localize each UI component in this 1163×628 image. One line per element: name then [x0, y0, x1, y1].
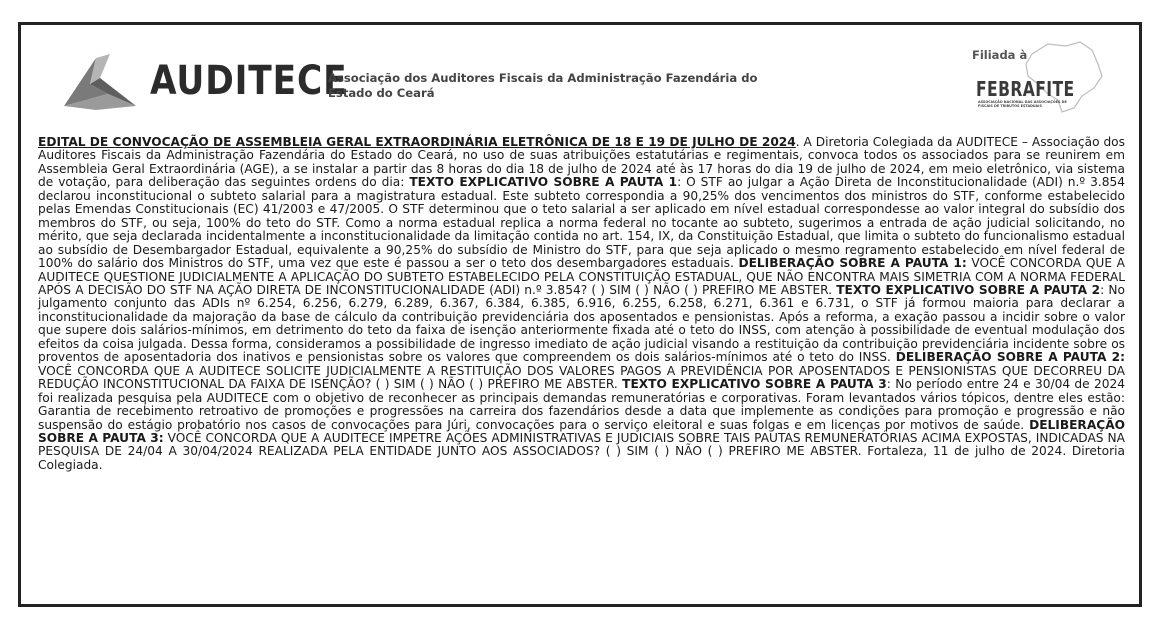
notice-title: EDITAL DE CONVOCAÇÃO DE ASSEMBLEIA GERAL EXTRAORDINÁRIA ELETRÔNICA DE 18 E 19 DE JULHO DE 2024	[38, 135, 796, 149]
deliberacao-2-text: VOCÊ CONCORDA QUE A AUDITECE SOLICITE JUDICIALMENTE A RESTITUIÇÃO DOS VALORES PAGOS A PREVIDÊNCIA POR APOSENTADOS E PENSIONISTAS QUE DECORREU DA REDUÇÃO INCONSTITUCIONAL DA FAIXA DE ISENÇÃO? ( ) SIM ( ) NÃO ( ) PREFIRO ME ABSTER.	[38, 363, 1125, 392]
pauta-2-text: : No julgamento conjunto das ADIs nº 6.254, 6.256, 6.279, 6.289, 6.367, 6.384, 6.385, 6.916, 6.255, 6.258, 6.271, 6.361 e 6.731, o STF já formou maioria para declarar a inconstitucionalidade da majoração da base de cálculo da contribuição previdenciária dos aposentados e pensionistas. Após a reforma, a exação passou a incidir sobre o valor que supere dois salários-mínimos, em detrimento do teto da faixa de isenção anteriormente fixada até o teto do INSS, com atenção à possibilidade de eventual modulação dos efeitos da coisa julgada. Dessa forma, consideramos a possibilidade de ingresso imediato de ação judicial visando a restituição da contribuição previdenciária incidente sobre os proventos de aposentadoria dos inativos e pensionistas sobre os valores que compreendem os dois salários-mínimos até o teto do INSS.	[38, 282, 1125, 365]
pauta-3-heading: TEXTO EXPLICATIVO SOBRE A PAUTA 3	[622, 377, 887, 392]
deliberacao-1-text: VOCÊ CONCORDA QUE A AUDITECE QUESTIONE JUDICIALMENTE A APLICAÇÃO DO SUBTETO ESTABELECIDO PELA CONSTITUIÇÃO ESTADUAL, QUE NÃO ENCONTRA MAIS SIMETRIA COM A NORMA FEDERAL APÓS A DECISÃO DO STF NA AÇÃO DIRETA DE INCONSTITUCIONALIDADE (ADI) n.º 3.854? ( ) SIM ( ) NÃO ( ) PREFIRO ME ABSTER.	[38, 256, 1125, 297]
auditece-logo-icon	[56, 44, 142, 114]
pauta-1-heading: TEXTO EXPLICATIVO SOBRE A PAUTA 1	[409, 175, 678, 190]
brand-name: AUDITECE	[150, 58, 348, 104]
notice-intro: . A Diretoria Colegiada da AUDITECE – Associação dos Auditores Fiscais da Administração Fazendária do Estado do Ceará, no uso de suas atribuições estatutárias e regimentais, convoca todos os associados para se reunirem em Assembleia Geral Extraordinária (AGE), a se instalar a partir das 8 horas do dia 18 de julho de 2024 até às 17 horas do dia 19 de julho de 2024, em meio eletrônico, via sistema de votação, para deliberação das seguintes ordens do dia:	[38, 135, 1125, 190]
affiliation-label: Filiada à	[972, 48, 1028, 62]
deliberacao-2-label: DELIBERAÇÃO SOBRE A PAUTA 2:	[895, 350, 1125, 365]
association-tagline: Associação dos Auditores Fiscais da Administração Fazendária do Estado do Ceará	[328, 71, 758, 100]
pauta-1-text: : O STF ao julgar a Ação Direta de Inconstitucionalidade (ADI) n.º 3.854 declarou inconstitucional o subteto salarial para a magistratura estadual. Este subteto correspondia a 90,25% dos vencimentos dos ministros do STF, conforme estabelecido pelas Emendas Constitucionais (EC) 41/2003 e 47/2005. O STF determinou que o teto salarial a ser aplicado em nível estadual correspondesse ao valor integral do subsídio dos membros do STF, ou seja, 100% do teto do STF. Como a norma estadual replica a norma federal no tocante ao subteto, sugerimos a entrada de ação judicial solicitando, no mérito, que seja declarada incidentalmente a inconstitucionalidade da limitação contida no art. 154, IX, da Constituição Estadual, que limita o subteto do funcionalismo estadual ao subsídio de Desembargador Estadual, equivalente a 90,25% do subsídio de Ministro do STF, para que seja aplicado o mesmo regramento estabelecido em nível federal de 100% do salário dos Ministros do STF, uma vez que este é passou a ser o teto dos desembargadores estaduais.	[38, 175, 1125, 271]
deliberacao-3-label: DELIBERAÇÃO SOBRE A PAUTA 3:	[38, 417, 1125, 445]
pauta-3-text: : No período entre 24 e 30/04 de 2024 foi realizada pesquisa pela AUDITECE com o objetivo de reconhecer as principais demandas remuneratórias e corporativas. Foram levantados vários tópicos, dentre eles estão: Garantia de recebimento retroativo de promoções e progressões na carreira dos fazendários desde a data que implemente as condições para promoção e progressão e não suspensão do estágio probatório nos casos de convocações para Júri, convocações para o serviço eleitoral e suas folgas e em licenças por motivos de saúde.	[38, 377, 1125, 432]
pauta-2-heading: TEXTO EXPLICATIVO SOBRE A PAUTA 2	[836, 282, 1101, 297]
febrafite-logo-text: FEBRAFITE	[976, 77, 1075, 101]
deliberacao-3-text: VOCÊ CONCORDA QUE A AUDITECE IMPETRE AÇÕES ADMINISTRATIVAS E JUDICIAIS SOBRE TAIS PAUTAS REMUNERATÓRIAS ACIMA EXPOSTAS, INDICADAS NA PESQUISA DE 24/04 A 30/04/2024 REALIZADA PELA ENTIDADE JUNTO AOS ASSOCIADOS? ( ) SIM ( ) NÃO ( ) PREFIRO ME ABSTER. Fortaleza, 11 de julho de 2024. Diretoria Colegiada.	[38, 430, 1125, 472]
deliberacao-1-label: DELIBERAÇÃO SOBRE A PAUTA 1:	[738, 256, 967, 271]
notice-body	[38, 136, 1125, 472]
febrafite-subtitle: ASSOCIAÇÃO NACIONAL DAS ASSOCIAÇÕES DE FISCAIS DE TRIBUTOS ESTADUAIS	[978, 100, 1067, 108]
